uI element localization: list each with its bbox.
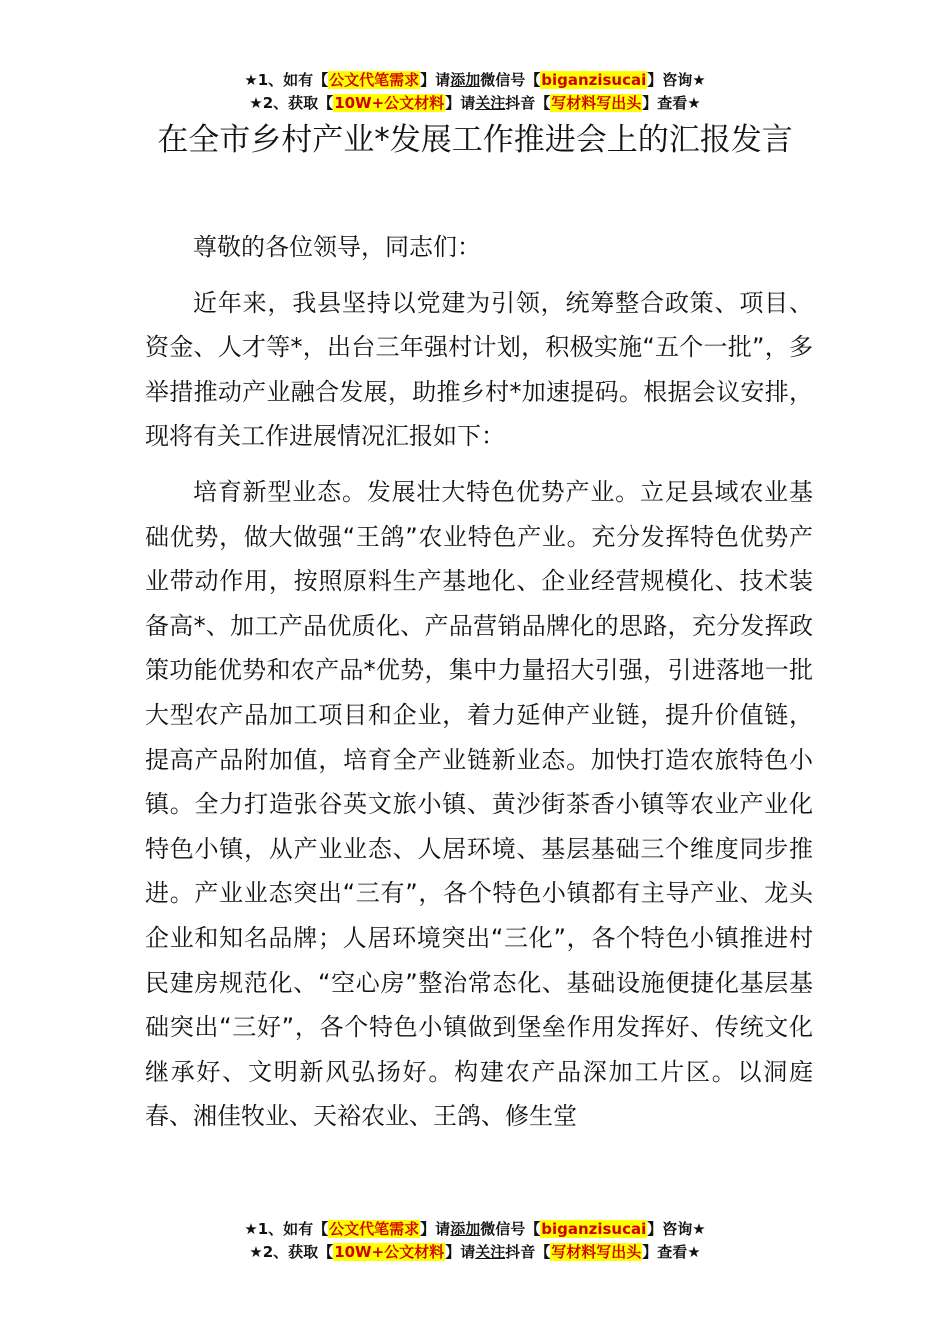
document-title: 在全市乡村产业*发展工作推进会上的汇报发言 — [157, 122, 793, 158]
banner-text: 微信号【 — [480, 71, 541, 89]
banner-highlight: biganzisucai — [541, 71, 647, 89]
banner-highlight: 公文代笔需求 — [329, 71, 420, 89]
banner-highlight: 写材料写出头 — [551, 94, 642, 112]
banner-emphasis: 关注 — [475, 1243, 506, 1261]
banner-text: 抖音【 — [505, 94, 551, 112]
banner-emphasis: 关注 — [475, 94, 506, 112]
banner-text: 】查看★ — [642, 94, 701, 112]
document-body — [145, 225, 813, 1150]
banner-text: ★2、获取【 — [249, 1243, 334, 1261]
banner-text: ★1、如有【 — [244, 1220, 329, 1238]
banner-text: ★1、如有【 — [244, 71, 329, 89]
banner-text: ★2、获取【 — [249, 94, 334, 112]
banner-text: 】请 — [445, 94, 476, 112]
banner-highlight: 10W+公文材料 — [334, 94, 445, 112]
paragraph-intro: 近年来，我县坚持以党建为引领，统筹整合政策、项目、资金、人才等*，出台三年强村计划，积极实施“五个一批”，多举措推动产业融合发展，助推乡村*加速提码。根据会议安排，现将有关工作进展情况汇报如下： — [145, 288, 813, 451]
banner-highlight: 公文代笔需求 — [329, 1220, 420, 1238]
footer-banner — [0, 1218, 950, 1264]
banner-text: 】请 — [420, 1220, 451, 1238]
banner-line-2 — [0, 1241, 950, 1264]
banner-highlight: biganzisucai — [541, 1220, 647, 1238]
banner-text: 】咨询★ — [647, 71, 706, 89]
banner-emphasis: 添加 — [450, 1220, 481, 1238]
banner-text: 微信号【 — [480, 1220, 541, 1238]
banner-line-2 — [0, 92, 950, 115]
banner-text: 】请 — [445, 1243, 476, 1261]
banner-line-1 — [0, 69, 950, 92]
paragraph-main: 培育新型业态。发展壮大特色优势产业。立足县域农业基础优势，做大做强“王鸽”农业特色产业。充分发挥特色优势产业带动作用，按照原料生产基地化、企业经营规模化、技术装备高*、加工产品优质化、产品营销品牌化的思路，充分发挥政策功能优势和农产品*优势，集中力量招大引强，引进落地一批大型农产品加工项目和企业，着力延伸产业链，提升价值链，提高产品附加值，培育全产业链新业态。加快打造农旅特色小镇。全力打造张谷英文旅小镇、黄沙街茶香小镇等农业产业化特色小镇，从产业业态、人居环境、基层基础三个维度同步推进。产业业态突出“三有”，各个特色小镇都有主导产业、龙头企业和知名品牌；人居环境突出“三化”，各个特色小镇推进村民建房规范化、“空心房”整治常态化、基础设施便捷化基层基础突出“三好”，各个特色小镇做到堡垒作用发挥好、传统文化继承好、文明新风弘扬好。构建农产品深加工片区。以洞庭春、湘佳牧业、天裕农业、王鸽、修生堂 — [145, 477, 813, 1131]
banner-highlight: 10W+公文材料 — [334, 1243, 445, 1261]
banner-text: 】查看★ — [642, 1243, 701, 1261]
banner-text: 】咨询★ — [647, 1220, 706, 1238]
header-banner — [0, 69, 950, 115]
banner-text: 抖音【 — [505, 1243, 551, 1261]
banner-highlight: 写材料写出头 — [551, 1243, 642, 1261]
banner-text: 】请 — [420, 71, 451, 89]
salutation: 尊敬的各位领导，同志们： — [193, 233, 481, 261]
banner-emphasis: 添加 — [450, 71, 481, 89]
banner-line-1 — [0, 1218, 950, 1241]
